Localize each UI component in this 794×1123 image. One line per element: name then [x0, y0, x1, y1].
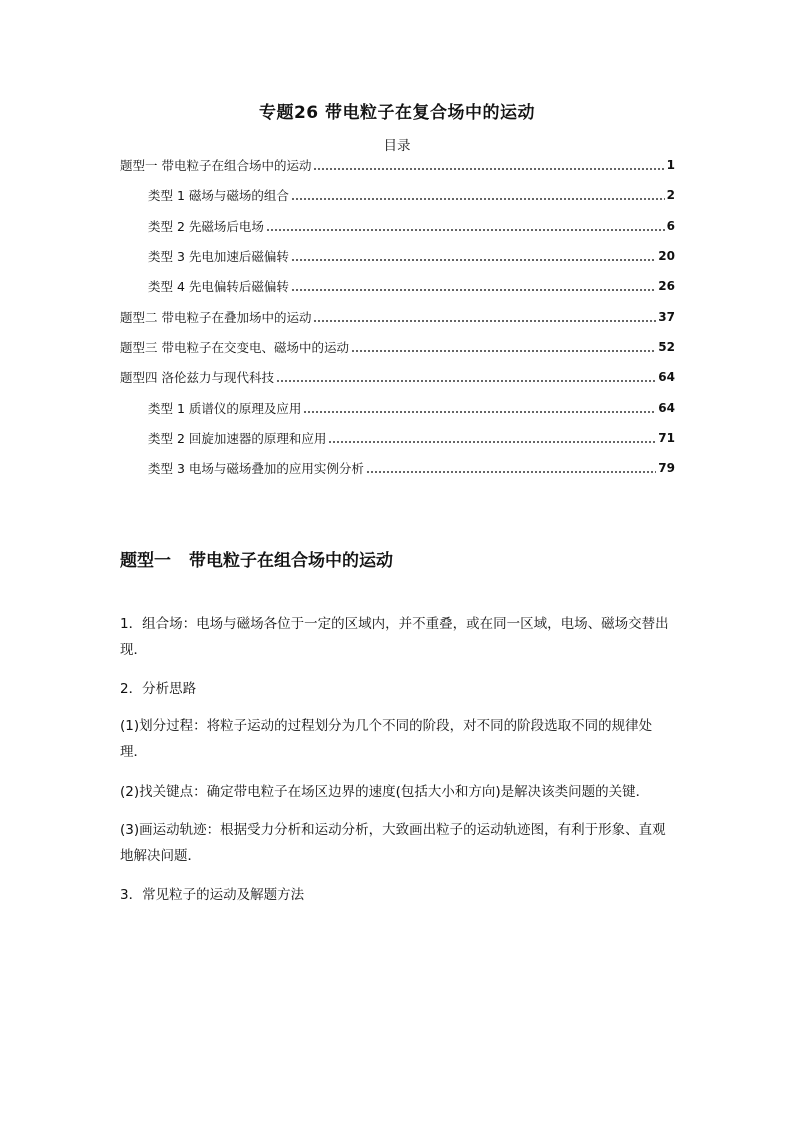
toc-entry-label: 类型 4 先电偏转后磁偏转: [148, 279, 289, 295]
toc-entry[interactable]: [120, 301, 675, 331]
toc-entry-page: 64: [658, 400, 675, 415]
toc-dot-leader: [366, 462, 656, 474]
toc-dot-leader: [328, 432, 656, 444]
toc-dot-leader: [291, 250, 656, 262]
toc-entry-page: 79: [658, 461, 675, 476]
toc-entry-page: 52: [658, 339, 675, 354]
toc-entry-page: 2: [666, 188, 675, 203]
toc-entry-page: 1: [666, 158, 675, 173]
toc-dot-leader: [276, 371, 656, 383]
toc-entry-label: 题型四 洛伦兹力与现代科技: [120, 370, 274, 386]
toc-entry[interactable]: [120, 211, 675, 241]
toc-entry[interactable]: [120, 392, 675, 422]
toc-entry-page: 64: [658, 370, 675, 385]
section-heading: [120, 546, 393, 571]
toc-entry-label: 类型 3 先电加速后磁偏转: [148, 249, 289, 265]
toc-entry-label: 类型 3 电场与磁场叠加的应用实例分析: [148, 461, 364, 477]
document-title: 专题26 带电粒子在复合场中的运动: [258, 103, 536, 123]
toc-dot-leader: [313, 311, 656, 323]
toc-dot-leader: [291, 280, 656, 292]
paragraph-divide-process: (1)划分过程：将粒子运动的过程划分为几个不同的阶段，对不同的阶段选取不同的规律处理．: [120, 718, 653, 760]
paragraph-draw-trajectory: (3)画运动轨迹：根据受力分析和运动分析，大致画出粒子的运动轨迹图，有利于形象、直观地解决问题．: [120, 822, 666, 864]
toc-entry-page: 71: [658, 430, 675, 445]
toc-entry-page: 26: [658, 279, 675, 294]
toc-heading: 目录: [383, 138, 411, 154]
toc-entry-label: 题型一 带电粒子在组合场中的运动: [120, 158, 312, 174]
toc-dot-leader: [266, 220, 665, 232]
toc-entry-label: 类型 1 磁场与磁场的组合: [148, 188, 289, 204]
toc-entry[interactable]: [120, 362, 675, 392]
toc-entry[interactable]: [120, 423, 675, 453]
toc-entry-page: 20: [658, 249, 675, 264]
toc-dot-leader: [313, 159, 664, 171]
toc-entry-label: 类型 2 先磁场后电场: [148, 218, 264, 234]
toc-entry[interactable]: [120, 332, 675, 362]
toc-dot-leader: [291, 189, 665, 201]
toc-dot-leader: [351, 341, 656, 353]
paragraph-analysis-approach: 2．分析思路: [120, 681, 197, 697]
toc-entry-page: 37: [658, 309, 675, 324]
toc-entry-page: 6: [666, 218, 675, 233]
toc-entry-label: 类型 2 回旋加速器的原理和应用: [148, 430, 327, 446]
paragraph-key-points: (2)找关键点：确定带电粒子在场区边界的速度(包括大小和方向)是解决该类问题的关键．: [120, 784, 650, 800]
toc-dot-leader: [303, 402, 656, 414]
toc-entry[interactable]: [120, 180, 675, 210]
paragraph-combined-field-definition: 1．组合场：电场与磁场各位于一定的区域内，并不重叠，或在同一区域，电场、磁场交替出现．: [120, 616, 669, 658]
paragraph-common-motions: 3．常见粒子的运动及解题方法: [120, 887, 305, 903]
toc-entry-label: 题型三 带电粒子在交变电、磁场中的运动: [120, 339, 349, 355]
toc-entry[interactable]: [120, 271, 675, 301]
toc-entry[interactable]: [120, 453, 675, 483]
toc-entry[interactable]: [120, 241, 675, 271]
toc-entry-label: 类型 1 质谱仪的原理及应用: [148, 400, 302, 416]
table-of-contents: [120, 150, 675, 483]
section-label: 题型一: [120, 551, 171, 571]
toc-entry[interactable]: [120, 150, 675, 180]
toc-entry-label: 题型二 带电粒子在叠加场中的运动: [120, 309, 312, 325]
section-title: 带电粒子在组合场中的运动: [189, 551, 393, 571]
